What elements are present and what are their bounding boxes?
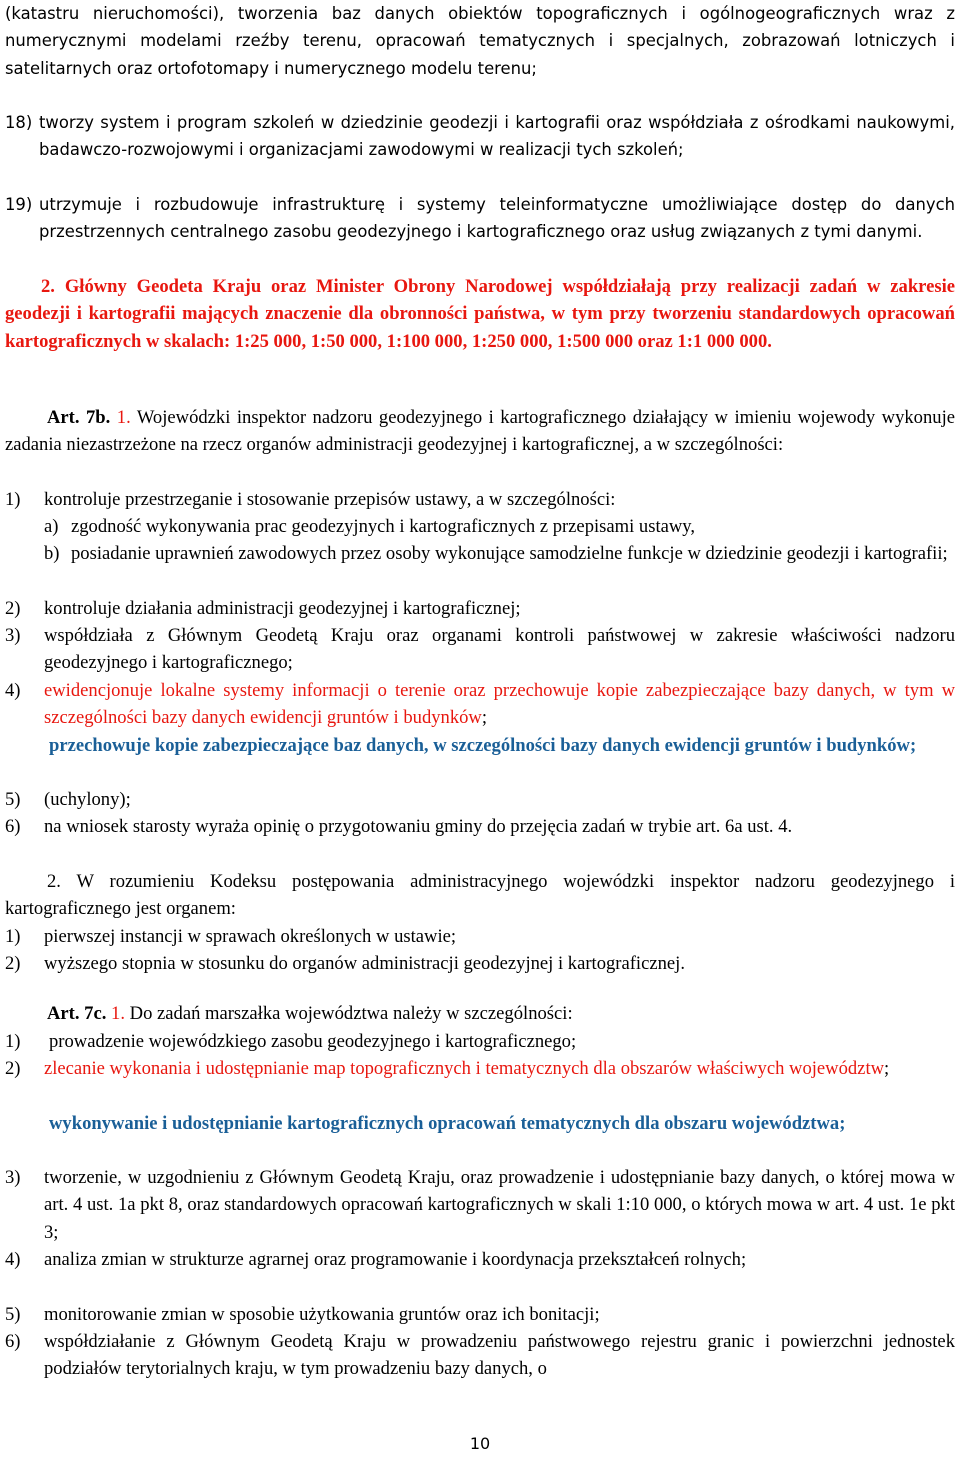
article-intro-text: Wojewódzki inspektor nadzoru geodezyjnego i kartograficznego działający w imieniu wojewody wykonuje zadania niezastrzeżone na rzecz organów administracji geodezyjnej i kartograficznej, a w szczególności: — [5, 407, 955, 456]
list-text: posiadanie uprawnień zawodowych przez osoby wykonujące samodzielne funkcje w dziedzinie geodezji i kartografii; — [71, 543, 948, 564]
punctuation: ; — [481, 707, 488, 729]
list-number: 5) — [5, 1304, 21, 1325]
article-7b-intro — [5, 404, 955, 459]
list-number: 1) — [5, 1031, 21, 1052]
article-intro-text: Do zadań marszałka województwa należy w szczególności: — [129, 1003, 573, 1024]
list-letter: b) — [44, 543, 60, 564]
paragraph-number: 2. — [41, 276, 55, 297]
paragraph-2-mon — [5, 273, 955, 355]
list-text: utrzymuje i rozbudowuje infrastrukturę i systemy teleinformatyczne umożliwiające dostęp do danych przestrzennych centralnego zasobu geodezyjnego i kartograficznego oraz usług związanych z tymi danymi. — [39, 195, 955, 242]
list-number: 3) — [5, 625, 21, 646]
list-number: 19) — [5, 195, 33, 214]
inserted-text: przechowuje kopie zabezpieczające baz danych, w szczególności bazy danych ewidencji gruntów i budynków; — [49, 735, 917, 756]
article-heading: Art. 7c. — [47, 1003, 107, 1024]
paragraph-number: 2. — [47, 871, 61, 892]
list-text: wyższego stopnia w stosunku do organów administracji geodezyjnej i kartograficznej. — [44, 953, 685, 974]
article-paragraph-number: 1. — [111, 1003, 125, 1024]
list-number: 2) — [5, 953, 21, 974]
paragraph-text: W rozumieniu Kodeksu postępowania administracyjnego wojewódzki inspektor nadzoru geodezyjnego i kartograficznego jest organem: — [5, 871, 956, 920]
list-text: prowadzenie wojewódzkiego zasobu geodezyjnego i kartograficznego; — [49, 1031, 577, 1052]
list-text — [44, 677, 955, 732]
list-text: analiza zmian w strukturze agrarnej oraz programowanie i koordynacja przekształceń rolnych; — [44, 1249, 747, 1270]
list-number: 18) — [5, 113, 33, 132]
list-text: kontroluje działania administracji geodezyjnej i kartograficznej; — [44, 598, 521, 619]
list-number: 4) — [5, 1249, 21, 1270]
list-text: monitorowanie zmian w sposobie użytkowania gruntów oraz ich bonitacji; — [44, 1304, 600, 1325]
list-text: zgodność wykonywania prac geodezyjnych i kartograficznych z przepisami ustawy, — [71, 516, 696, 537]
continuation-paragraph: (katastru nieruchomości), tworzenia baz danych obiektów topograficznych i ogólnogeograficznych wraz z numerycznymi modelami rzeźby terenu, opracowań tematycznych i specjalnych, zobrazowań lotniczych i satelitarnych oraz ortofotomapy i numerycznego modelu terenu; — [5, 4, 955, 78]
list-text: pierwszej instancji w sprawach określonych w ustawie; — [44, 926, 457, 947]
list-number: 5) — [5, 789, 21, 810]
art7b-paragraph-2 — [5, 868, 955, 923]
list-text: na wniosek starosty wyraża opinię o przygotowaniu gminy do przejęcia zadań w trybie art. 6a ust. 4. — [44, 816, 793, 837]
article-paragraph-number: 1. — [116, 407, 131, 428]
deleted-text: ewidencjonuje lokalne systemy informacji o terenie oraz przechowuje kopie zabezpieczające bazy danych, w tym w szczególności bazy danych ewidencji gruntów i budynków — [44, 680, 955, 729]
paragraph-text: Główny Geodeta Kraju oraz Minister Obrony Narodowej współdziałają przy realizacji zadań w zakresie geodezji i kartografii mających znaczenie dla obronności państwa, w tym przy tworzeniu standardowych opracowań kartograficznych w skalach: 1:25 000, 1:50 000, 1:100 000, 1:250 000, 1:500 000 oraz 1:1 000 000. — [5, 276, 955, 352]
list-text: tworzy system i program szkoleń w dziedzinie geodezji i kartografii oraz współdziała z ośrodkami naukowymi, badawczo-rozwojowymi i organizacjami zawodowymi w realizacji tych szkoleń; — [39, 113, 955, 160]
list-text: (uchylony); — [44, 789, 131, 810]
page-number: 10 — [469, 1434, 491, 1453]
punctuation: ; — [884, 1058, 890, 1079]
list-number: 6) — [5, 1331, 21, 1352]
list-text: kontroluje przestrzeganie i stosowanie przepisów ustawy, a w szczególności: — [44, 489, 616, 510]
list-number: 3) — [5, 1167, 21, 1188]
article-heading: Art. 7b. — [47, 407, 111, 428]
article-7c-intro — [5, 1000, 955, 1027]
list-number: 6) — [5, 816, 21, 837]
list-text: współdziałanie z Głównym Geodetą Kraju w prowadzeniu państwowego rejestru granic i powierzchni jednostek podziałów terytorialnych kraju, w tym prowadzeniu bazy danych, o — [44, 1331, 955, 1380]
list-number: 2) — [5, 1058, 21, 1079]
list-number: 1) — [5, 926, 21, 947]
list-text: współdziała z Głównym Geodetą Kraju oraz organami kontroli państwowej w zakresie właściwości nadzoru geodezyjnego i kartograficznego; — [44, 625, 955, 674]
list-letter: a) — [44, 516, 59, 537]
list-text: tworzenie, w uzgodnieniu z Głównym Geodetą Kraju, oraz prowadzenie i udostępnianie bazy danych, o której mowa w art. 4 ust. 1a pkt 8, oraz standardowych opracowań kartograficznych w skali 1:10 000, o których mowa w art. 4 ust. 1e pkt 3; — [44, 1167, 955, 1243]
list-number: 2) — [5, 598, 21, 619]
list-text — [44, 1055, 955, 1082]
inserted-text: wykonywanie i udostępnianie kartograficznych opracowań tematycznych dla obszaru województwa; — [49, 1113, 846, 1134]
list-number: 1) — [5, 489, 21, 510]
list-number: 4) — [5, 680, 21, 701]
deleted-text: zlecanie wykonania i udostępnianie map topograficznych i tematycznych dla obszarów właściwych województw — [44, 1058, 885, 1079]
